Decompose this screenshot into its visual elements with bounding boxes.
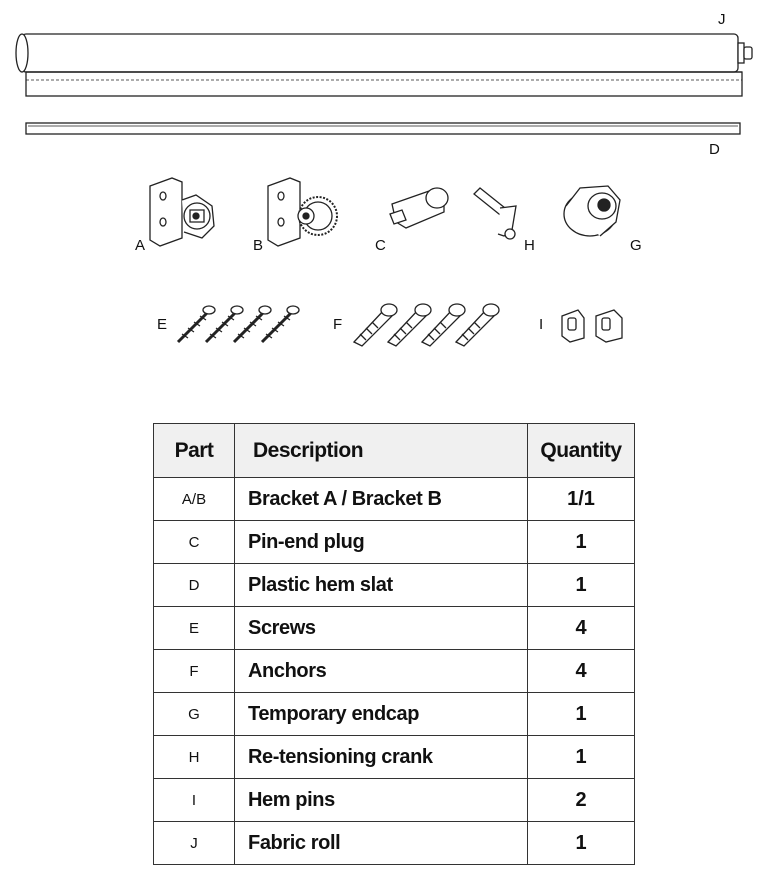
label-i: I <box>539 316 544 333</box>
cell-quantity: 1 <box>528 521 635 564</box>
hem-pins-drawing <box>562 310 622 342</box>
label-a: A <box>135 237 146 254</box>
cell-part: E <box>154 607 235 650</box>
fabric-roll-drawing <box>16 34 752 96</box>
label-g: G <box>630 237 642 254</box>
cell-description: Plastic hem slat <box>235 564 528 607</box>
table-row <box>154 693 635 736</box>
hem-slat-drawing <box>26 123 740 134</box>
cell-description: Fabric roll <box>235 822 528 865</box>
table-row <box>154 736 635 779</box>
cell-description: Hem pins <box>235 779 528 822</box>
cell-part: A/B <box>154 478 235 521</box>
cell-quantity: 4 <box>528 650 635 693</box>
cell-part: F <box>154 650 235 693</box>
cell-quantity: 1 <box>528 693 635 736</box>
parts-table <box>153 423 635 865</box>
table-row <box>154 822 635 865</box>
table-row <box>154 478 635 521</box>
label-f: F <box>333 316 343 333</box>
label-d: D <box>709 141 720 158</box>
cell-part: I <box>154 779 235 822</box>
cell-description: Screws <box>235 607 528 650</box>
table-row <box>154 650 635 693</box>
header-quantity: Quantity <box>528 424 635 478</box>
table-row <box>154 521 635 564</box>
cell-quantity: 1/1 <box>528 478 635 521</box>
screws-drawing <box>178 306 299 342</box>
cell-quantity: 1 <box>528 822 635 865</box>
bracket-a-drawing <box>150 178 214 246</box>
crank-drawing <box>474 188 516 239</box>
cell-part: D <box>154 564 235 607</box>
table-row <box>154 779 635 822</box>
table-row <box>154 607 635 650</box>
cell-quantity: 4 <box>528 607 635 650</box>
pin-end-plug-drawing <box>390 188 448 228</box>
cell-description: Re-tensioning crank <box>235 736 528 779</box>
cell-description: Anchors <box>235 650 528 693</box>
cell-part: G <box>154 693 235 736</box>
label-b: B <box>253 237 264 254</box>
cell-part: J <box>154 822 235 865</box>
table-row <box>154 564 635 607</box>
label-e: E <box>157 316 168 333</box>
label-j: J <box>718 11 726 28</box>
cell-part: H <box>154 736 235 779</box>
cell-part: C <box>154 521 235 564</box>
bracket-b-drawing <box>268 178 337 246</box>
cell-description: Pin-end plug <box>235 521 528 564</box>
label-c: C <box>375 237 386 254</box>
cell-quantity: 2 <box>528 779 635 822</box>
parts-illustration <box>0 0 765 400</box>
anchors-drawing <box>354 304 499 346</box>
cell-description: Bracket A / Bracket B <box>235 478 528 521</box>
label-h: H <box>524 237 535 254</box>
endcap-drawing <box>564 186 620 236</box>
cell-quantity: 1 <box>528 736 635 779</box>
cell-quantity: 1 <box>528 564 635 607</box>
header-description: Description <box>235 424 528 478</box>
table-header-row <box>154 424 635 478</box>
header-part: Part <box>154 424 235 478</box>
cell-description: Temporary endcap <box>235 693 528 736</box>
